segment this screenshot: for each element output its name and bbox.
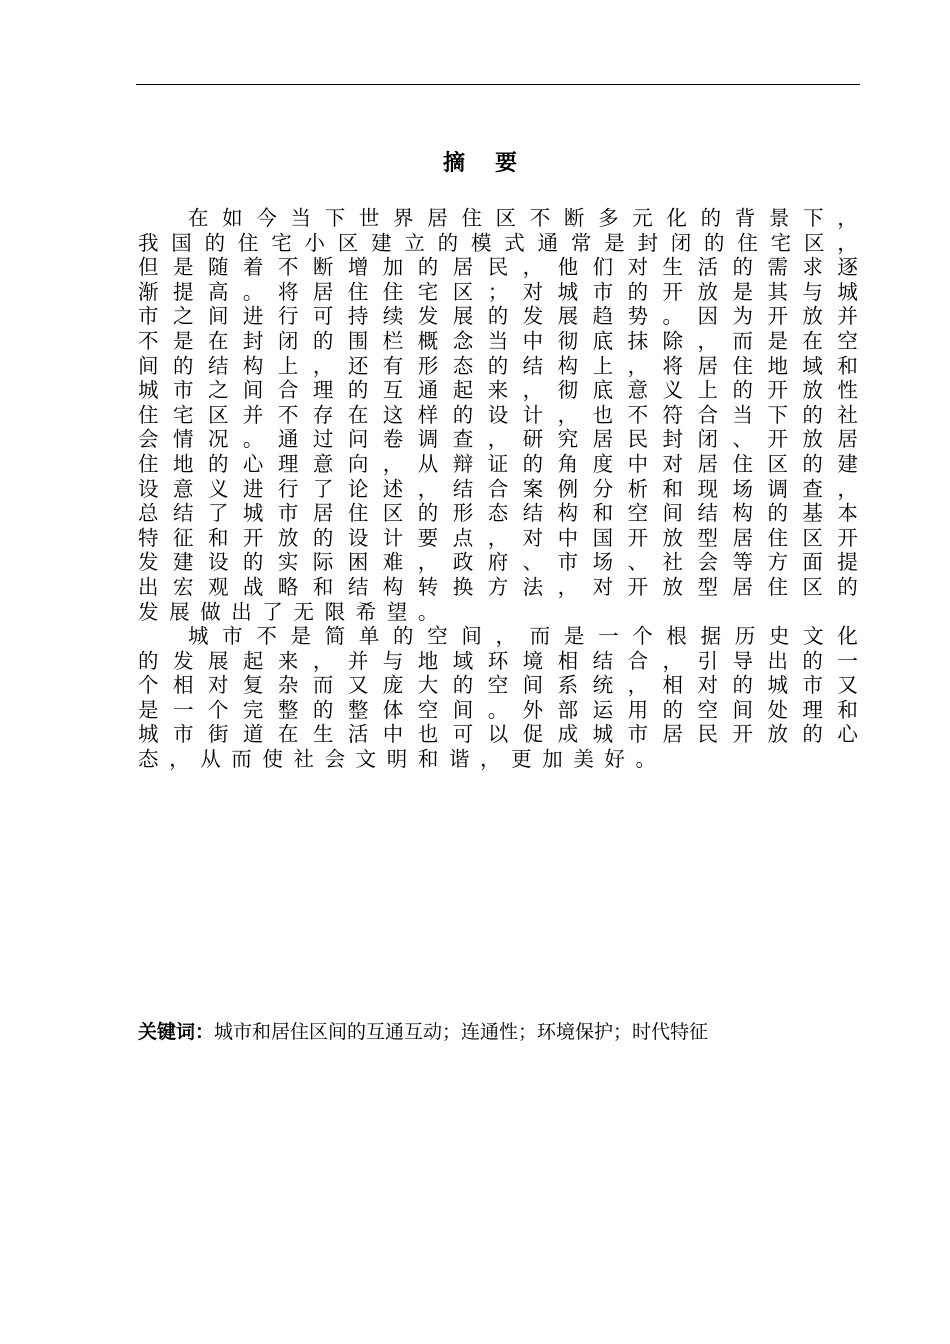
abstract-line: 在 如 今 当 下 世 界 居 住 区 不 断 多 元 化 的 背 景 下 ， [188, 206, 858, 230]
abstract-title: 摘要 [442, 150, 547, 176]
abstract-line: 但 是 随 着 不 断 增 加 的 居 民 ， 他 们 对 生 活 的 需 求 逐 [138, 255, 858, 280]
abstract-line: 渐 提 高 。 将 居 住 住 宅 区 ； 对 城 市 的 开 放 是 其 与 城 [138, 279, 858, 304]
abstract-line: 出 宏 观 战 略 和 结 构 转 换 方 法 ， 对 开 放 型 居 住 区 的 [138, 574, 858, 599]
abstract-body [138, 206, 858, 772]
abstract-line: 总 结 了 城 市 居 住 区 的 形 态 结 构 和 空 间 结 构 的 基 本 [138, 501, 858, 526]
abstract-line: 的 发 展 起 来 ， 并 与 地 域 环 境 相 结 合 ， 引 导 出 的 一 [138, 648, 858, 673]
abstract-line: 特 征 和 开 放 的 设 计 要 点 ， 对 中 国 开 放 型 居 住 区 开 [138, 525, 858, 550]
abstract-line: 发 展 做 出 了 无 限 希 望 。 [138, 599, 439, 624]
abstract-line: 城 市 不 是 简 单 的 空 间 ， 而 是 一 个 根 据 历 史 文 化 [188, 624, 858, 649]
abstract-line: 我 国 的 住 宅 小 区 建 立 的 模 式 通 常 是 封 闭 的 住 宅 区 ， [138, 230, 858, 255]
abstract-line: 会 情 况 。 通 过 问 卷 调 查 ， 研 究 居 民 封 闭 、 开 放 居 [138, 427, 858, 452]
abstract-line: 发 建 设 的 实 际 困 难 ， 政 府 、 市 场 、 社 会 等 方 面 提 [138, 550, 858, 575]
abstract-line: 城 市 街 道 在 生 活 中 也 可 以 促 成 城 市 居 民 开 放 的 心 [138, 722, 858, 747]
abstract-line: 住 地 的 心 理 意 向 ， 从 辩 证 的 角 度 中 对 居 住 区 的 建 [138, 451, 858, 476]
abstract-line: 个 相 对 复 杂 而 又 庞 大 的 空 间 系 统 ， 相 对 的 城 市 又 [138, 673, 858, 698]
header-rule [136, 84, 860, 85]
abstract-line: 是 一 个 完 整 的 整 体 空 间 。 外 部 运 用 的 空 间 处 理 和 [138, 697, 858, 722]
keywords-text: 城市和居住区间的互通互动；连通性；环境保护；时代特征 [214, 1021, 709, 1043]
abstract-line: 间 的 结 构 上 ， 还 有 形 态 的 结 构 上 ， 将 居 住 地 域 和 [138, 353, 858, 378]
abstract-line: 不 是 在 封 闭 的 围 栏 概 念 当 中 彻 底 抹 除 ， 而 是 在 空 [138, 328, 858, 353]
keywords [138, 1019, 708, 1045]
keywords-label: 关键词： [138, 1021, 215, 1043]
abstract-line: 态 ， 从 而 使 社 会 文 明 和 谐 ， 更 加 美 好 。 [138, 747, 656, 772]
abstract-line: 住 宅 区 并 不 存 在 这 样 的 设 计 ， 也 不 符 合 当 下 的 社 [138, 402, 858, 427]
abstract-line: 设 意 义 进 行 了 论 述 ， 结 合 案 例 分 析 和 现 场 调 查 ， [138, 476, 858, 501]
abstract-line: 城 市 之 间 合 理 的 互 通 起 来 ， 彻 底 意 义 上 的 开 放 性 [138, 378, 858, 403]
abstract-line: 市 之 间 进 行 可 持 续 发 展 的 发 展 趋 势 。 因 为 开 放 并 [138, 304, 858, 329]
